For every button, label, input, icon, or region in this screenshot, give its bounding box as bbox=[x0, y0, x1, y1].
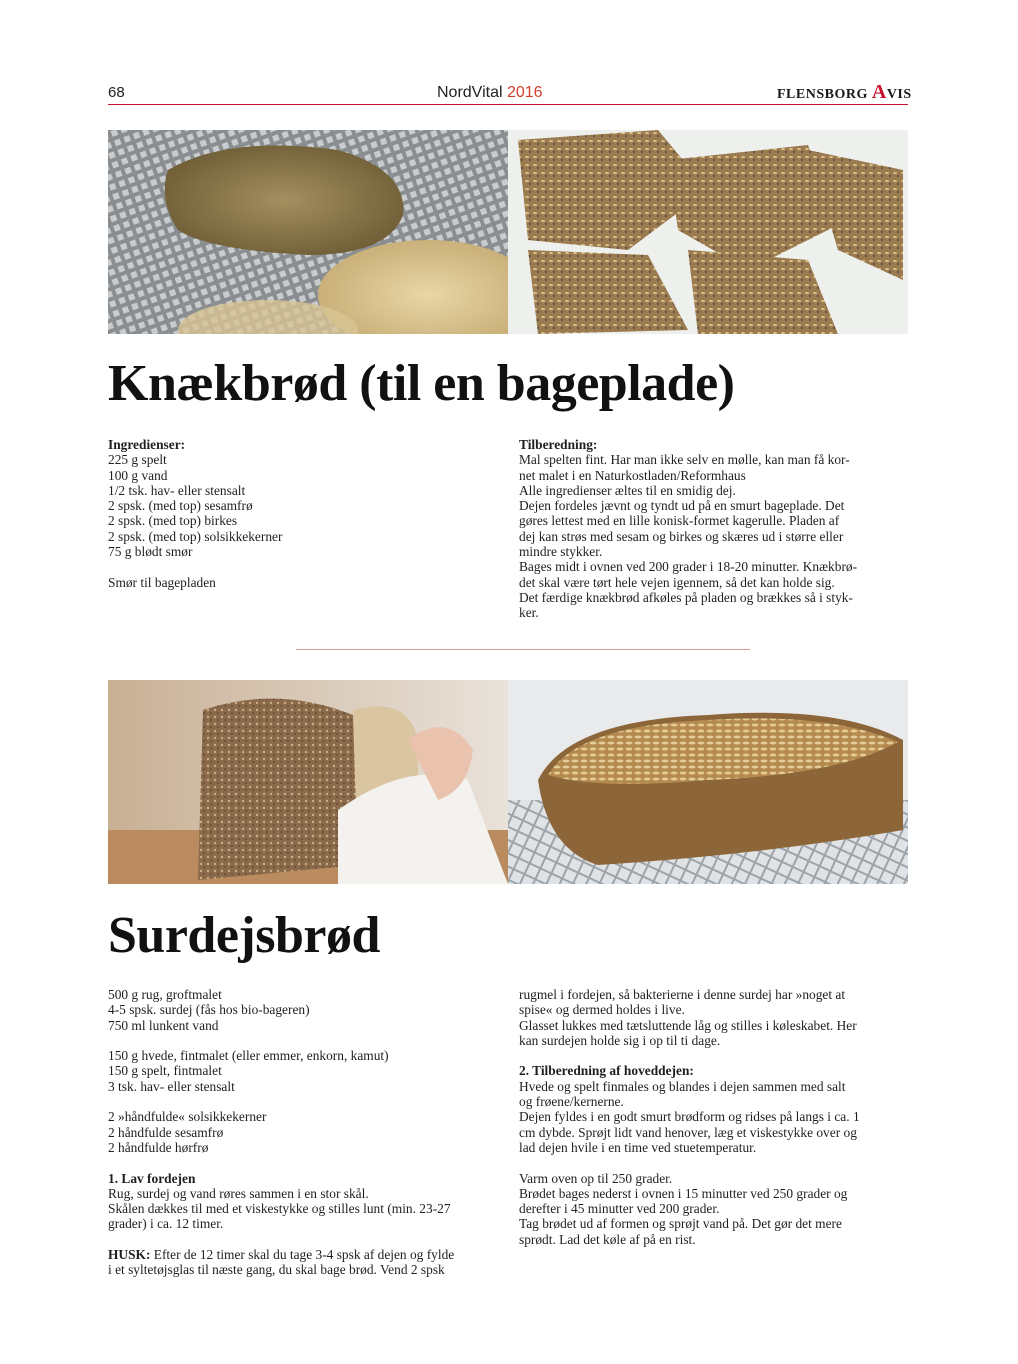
ingredient-item: 4-5 spsk. surdej (fås hos bio-bageren) bbox=[108, 1002, 310, 1018]
bake-line: Brødet bages nederst i ovnen i 15 minutter ved 250 grader og bbox=[519, 1185, 848, 1201]
step2-line: cm dybde. Sprøjt lidt vand henover, læg et viskestykke over og bbox=[519, 1124, 857, 1140]
husk-line: i et syltetøjsglas til næste gang, du skal bage brød. Vend 2 spsk bbox=[108, 1262, 445, 1278]
cont-line: Glasset lukkes med tætsluttende låg og stilles i køleskabet. Her bbox=[519, 1017, 857, 1033]
step2-heading: 2. Tilberedning af hoveddejen: bbox=[519, 1063, 694, 1079]
ingredients-heading: Ingredienser: bbox=[108, 437, 186, 452]
magazine-name: NordVital bbox=[437, 84, 503, 101]
ingredient-item: 2 håndfulde sesamfrø bbox=[108, 1124, 224, 1140]
page-number: 68 bbox=[108, 84, 125, 101]
ingredient-item: 150 g spelt, fintmalet bbox=[108, 1063, 222, 1079]
magazine-year: 2016 bbox=[506, 84, 543, 101]
method-line: dej kan strøs med sesam og birkes og skæres ud i større eller bbox=[519, 528, 844, 544]
step2-line: og frøene/kernerne. bbox=[519, 1094, 624, 1110]
method-line: Alle ingredienser æltes til en smidig dej. bbox=[519, 482, 736, 498]
method-line: gøres lettest med en lille konisk-formet kagerulle. Pladen af bbox=[519, 513, 840, 529]
ingredient-item: 2 spsk. (med top) birkes bbox=[108, 513, 238, 529]
bake-line: derefter i 45 minutter ved 200 grader. bbox=[519, 1201, 720, 1217]
brand-text-1: FLENSBORG bbox=[777, 87, 872, 102]
ingredient-item: 100 g vand bbox=[108, 467, 168, 483]
bake-line: sprødt. Lad det køle af på en rist. bbox=[519, 1231, 696, 1247]
recipe1-ingredients bbox=[108, 437, 488, 590]
brand-text-2: VIS bbox=[886, 87, 912, 102]
recipe1-title: Knækbrød (til en bageplade) bbox=[108, 355, 735, 412]
ingredient-item: 750 ml lunkent vand bbox=[108, 1017, 219, 1033]
ingredient-item: 500 g rug, groftmalet bbox=[108, 987, 222, 1002]
ingredient-item: 1/2 tsk. hav- eller stensalt bbox=[108, 482, 246, 498]
ingredient-item: 75 g blødt smør bbox=[108, 544, 193, 560]
step1-heading: 1. Lav fordejen bbox=[108, 1170, 196, 1186]
method-line: det skal være tørt hele vejen igennem, så det kan holde sig. bbox=[519, 574, 835, 590]
header-rule bbox=[108, 104, 908, 105]
recipe2-left-column bbox=[108, 987, 503, 1278]
recipe2-title: Surdejsbrød bbox=[108, 907, 380, 964]
cont-line: spise« og dermed holdes i live. bbox=[519, 1002, 685, 1018]
bake-line: Tag brødet ud af formen og sprøjt vand på. Det gør det mere bbox=[519, 1216, 842, 1232]
ingredients-note: Smør til bagepladen bbox=[108, 574, 216, 590]
step2-line: Hvede og spelt finmales og blandes i dejen sammen med salt bbox=[519, 1078, 846, 1094]
section-divider bbox=[296, 649, 750, 650]
method-line: Dejen fordeles jævnt og tyndt ud på en smurt bageplade. Det bbox=[519, 498, 845, 514]
method-line: Mal spelten fint. Har man ikke selv en mølle, kan man få kor- bbox=[519, 452, 850, 468]
brand-logo bbox=[777, 81, 912, 103]
ingredient-item: 2 håndfulde hørfrø bbox=[108, 1139, 209, 1155]
husk-line bbox=[108, 1247, 503, 1262]
magazine-title bbox=[437, 84, 543, 102]
step1-line: Skålen dækkes til med et viskestykke og stilles lunt (min. 23-27 bbox=[108, 1201, 451, 1217]
step1-line: grader) i ca. 12 timer. bbox=[108, 1216, 224, 1232]
recipe1-method bbox=[519, 437, 909, 621]
ingredient-item: 2 spsk. (med top) sesamfrø bbox=[108, 498, 253, 514]
method-line: net malet i en Naturkostladen/Reformhaus bbox=[519, 467, 746, 483]
crispbread-photo-left bbox=[108, 130, 508, 334]
brand-letter-a: A bbox=[871, 81, 887, 103]
ingredient-item: 3 tsk. hav- eller stensalt bbox=[108, 1078, 235, 1094]
husk-text: Efter de 12 timer skal du tage 3-4 spsk af dejen og fylde bbox=[150, 1247, 455, 1263]
method-line: Bages midt i ovnen ved 200 grader i 18-20 minutter. Knækbrø- bbox=[519, 559, 858, 575]
bake-line: Varm oven op til 250 grader. bbox=[519, 1170, 673, 1186]
method-line: ker. bbox=[519, 605, 539, 621]
ingredient-item: 2 spsk. (med top) solsikkekerner bbox=[108, 528, 283, 544]
method-line: mindre stykker. bbox=[519, 544, 603, 560]
ingredient-item: 150 g hvede, fintmalet (eller emmer, enkorn, kamut) bbox=[108, 1048, 389, 1064]
sourdough-photo-right bbox=[508, 680, 908, 884]
ingredient-item: 2 »håndfulde« solsikkekerner bbox=[108, 1109, 267, 1125]
recipe2-right-column bbox=[519, 987, 909, 1247]
crispbread-photo-right bbox=[508, 130, 908, 334]
step1-line: Rug, surdej og vand røres sammen i en stor skål. bbox=[108, 1185, 369, 1201]
cont-line: kan surdejen holde sig i op til ti dage. bbox=[519, 1032, 721, 1048]
husk-label: HUSK: bbox=[108, 1247, 151, 1263]
method-heading: Tilberedning: bbox=[519, 437, 598, 452]
step2-line: Dejen fyldes i en godt smurt brødform og ridses på langs i ca. 1 bbox=[519, 1109, 860, 1125]
cont-line: rugmel i fordejen, så bakterierne i denne surdej har »noget at bbox=[519, 987, 846, 1002]
sourdough-photo-left bbox=[108, 680, 508, 884]
method-line: Det færdige knækbrød afkøles på pladen og brækkes så i styk- bbox=[519, 589, 853, 605]
ingredient-item: 225 g spelt bbox=[108, 452, 167, 468]
step2-line: lad dejen hvile i en time ved stuetemperatur. bbox=[519, 1139, 757, 1155]
